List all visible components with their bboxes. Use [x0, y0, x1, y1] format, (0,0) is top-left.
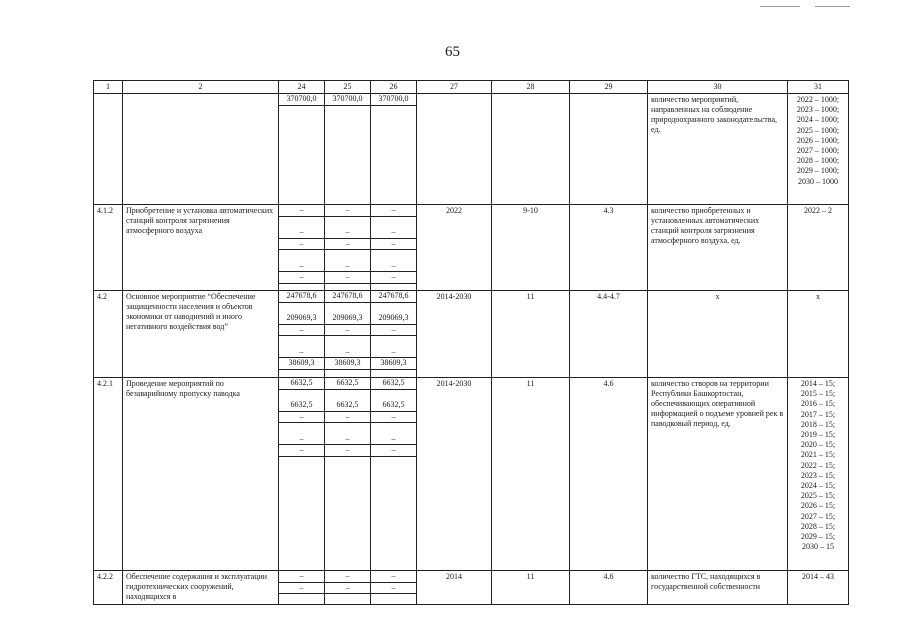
period: 2014: [417, 571, 492, 605]
value-entry: –: [325, 239, 370, 251]
value-entry: –: [279, 583, 324, 595]
value-entry: –: [371, 239, 416, 251]
target-values: [788, 378, 849, 571]
value-entry: –: [279, 325, 324, 337]
value-entry: –: [371, 571, 416, 583]
value-entry: –: [325, 583, 370, 595]
value-entry: –: [371, 227, 416, 239]
target-entry: 2030 – 1000: [798, 176, 838, 186]
value-entry: 247678,6: [279, 291, 324, 303]
table-row: [94, 205, 849, 291]
target-entry: 2029 – 1000;: [796, 166, 840, 176]
col24-values: [279, 378, 325, 571]
value-entry: –: [325, 261, 370, 273]
value-entry: –: [279, 571, 324, 583]
value-entry: –: [325, 347, 370, 359]
indicator-ref: 4.3: [570, 205, 648, 291]
target-entry: 2019 – 15;: [800, 430, 836, 440]
value-entry: –: [371, 272, 416, 284]
col26-values: [371, 205, 417, 291]
value-entry: –: [371, 445, 416, 457]
task-ref: [492, 94, 570, 205]
target-entry: 2015 – 15;: [800, 389, 836, 399]
target-entry: 2026 – 1000;: [796, 135, 840, 145]
col24-values: [279, 571, 325, 605]
target-entry: 2017 – 15;: [800, 409, 836, 419]
period: 2022: [417, 205, 492, 291]
row-name: Обеспечение содержания и эксплуатации гидротехнических сооружений, находящихся в: [123, 571, 279, 605]
header-row: [94, 81, 849, 94]
value-entry: 370700,0: [325, 94, 370, 106]
indicator-description: х: [648, 291, 788, 378]
value-entry: [371, 250, 416, 261]
period: [417, 94, 492, 205]
row-id: 4.2.1: [94, 378, 123, 571]
value-entry: [371, 390, 416, 401]
value-entry: 38609,3: [279, 358, 324, 370]
value-entry: –: [371, 583, 416, 595]
col24-values: [279, 291, 325, 378]
value-entry: [325, 303, 370, 314]
value-entry: [279, 336, 324, 347]
target-entry: 2025 – 15;: [800, 491, 836, 501]
table-row: [94, 291, 849, 378]
target-entry: 2024 – 15;: [800, 481, 836, 491]
value-entry: –: [371, 412, 416, 424]
target-entry: х: [816, 292, 820, 301]
value-entry: [371, 303, 416, 314]
target-entry: 2023 – 1000;: [796, 105, 840, 115]
row-name: Проведение мероприятий по безаварийному пропуску паводка: [123, 378, 279, 571]
top-scan-marks: [760, 6, 850, 8]
value-entry: [325, 217, 370, 228]
value-entry: 370700,0: [371, 94, 416, 106]
target-entry: 2029 – 15;: [800, 532, 836, 542]
value-entry: –: [325, 434, 370, 446]
value-entry: [279, 423, 324, 434]
target-entry: 2021 – 15;: [800, 450, 836, 460]
header-cell: 29: [570, 81, 648, 94]
col26-values: [371, 94, 417, 205]
header-cell: 26: [371, 81, 417, 94]
target-values: [788, 291, 849, 378]
value-entry: –: [371, 434, 416, 446]
header-cell: 25: [325, 81, 371, 94]
value-entry: 6632,5: [371, 400, 416, 412]
value-entry: [325, 423, 370, 434]
value-entry: –: [279, 347, 324, 359]
value-entry: –: [325, 571, 370, 583]
target-values: [788, 205, 849, 291]
header-cell: 31: [788, 81, 849, 94]
row-id: 4.2: [94, 291, 123, 378]
col26-values: [371, 378, 417, 571]
indicator-ref: 4.6: [570, 571, 648, 605]
target-entry: 2018 – 15;: [800, 419, 836, 429]
value-entry: –: [279, 261, 324, 273]
target-entry: 2023 – 15;: [800, 470, 836, 480]
value-entry: –: [325, 445, 370, 457]
value-entry: –: [279, 434, 324, 446]
row-name: [123, 94, 279, 205]
target-entry: 2022 – 2: [804, 206, 832, 215]
value-entry: –: [279, 227, 324, 239]
value-entry: 209069,3: [279, 313, 324, 325]
header-cell: 1: [94, 81, 123, 94]
period: 2014-2030: [417, 378, 492, 571]
value-entry: 370700,0: [279, 94, 324, 106]
value-entry: –: [371, 205, 416, 217]
col24-values: [279, 205, 325, 291]
target-values: [788, 571, 849, 605]
col24-values: [279, 94, 325, 205]
header-cell: 2: [123, 81, 279, 94]
header-cell: 24: [279, 81, 325, 94]
table-row: [94, 378, 849, 571]
value-entry: –: [325, 227, 370, 239]
target-entry: 2030 – 15: [802, 542, 834, 552]
col25-values: [325, 94, 371, 205]
value-entry: 6632,5: [325, 400, 370, 412]
value-entry: –: [371, 347, 416, 359]
table-row: [94, 571, 849, 605]
col25-values: [325, 205, 371, 291]
indicator-ref: [570, 94, 648, 205]
col25-values: [325, 571, 371, 605]
value-entry: [279, 390, 324, 401]
value-entry: [279, 217, 324, 228]
value-entry: –: [325, 205, 370, 217]
value-entry: [279, 250, 324, 261]
target-entry: 2024 – 1000;: [796, 115, 840, 125]
task-ref: 9-10: [492, 205, 570, 291]
indicator-description: количество мероприятий, направленных на соблюдение природоохранного законодательства, ед.: [648, 94, 788, 205]
value-entry: [325, 250, 370, 261]
value-entry: –: [325, 272, 370, 284]
target-entry: 2026 – 15;: [800, 501, 836, 511]
page-number: 65: [445, 44, 460, 60]
col26-values: [371, 571, 417, 605]
value-entry: –: [325, 412, 370, 424]
value-entry: 38609,3: [371, 358, 416, 370]
row-id: 4.2.2: [94, 571, 123, 605]
target-entry: 2028 – 1000;: [796, 156, 840, 166]
target-entry: 2022 – 15;: [800, 460, 836, 470]
value-entry: [371, 423, 416, 434]
col25-values: [325, 378, 371, 571]
task-ref: 11: [492, 291, 570, 378]
target-entry: 2025 – 1000;: [796, 125, 840, 135]
period: 2014-2030: [417, 291, 492, 378]
value-entry: 6632,5: [279, 400, 324, 412]
value-entry: 38609,3: [325, 358, 370, 370]
col26-values: [371, 291, 417, 378]
col25-values: [325, 291, 371, 378]
row-id: [94, 94, 123, 205]
row-name: Приобретение и установка автоматических станций контроля загрязнения атмосферного воздуха: [123, 205, 279, 291]
indicator-description: количество ГТС, находящихся в государственной собственности: [648, 571, 788, 605]
target-entry: 2020 – 15;: [800, 440, 836, 450]
indicator-description: количество приобретенных и установленных автоматических станций контроля загрязнения атмосферного воздуха, ед.: [648, 205, 788, 291]
value-entry: –: [279, 272, 324, 284]
indicator-ref: 4.4-4.7: [570, 291, 648, 378]
target-values: [788, 94, 849, 205]
value-entry: 209069,3: [371, 313, 416, 325]
value-entry: 209069,3: [325, 313, 370, 325]
value-entry: 247678,6: [371, 291, 416, 303]
program-table: [93, 80, 849, 605]
target-entry: 2014 – 15;: [800, 379, 836, 388]
value-entry: [325, 336, 370, 347]
row-id: 4.1.2: [94, 205, 123, 291]
value-entry: –: [279, 412, 324, 424]
indicator-ref: 4.6: [570, 378, 648, 571]
value-entry: [371, 217, 416, 228]
value-entry: [325, 390, 370, 401]
task-ref: 11: [492, 571, 570, 605]
target-entry: 2016 – 15;: [800, 399, 836, 409]
value-entry: –: [325, 325, 370, 337]
value-entry: [279, 303, 324, 314]
value-entry: 247678,6: [325, 291, 370, 303]
task-ref: 11: [492, 378, 570, 571]
target-entry: 2028 – 15;: [800, 521, 836, 531]
value-entry: –: [279, 445, 324, 457]
value-entry: –: [371, 325, 416, 337]
header-cell: 28: [492, 81, 570, 94]
value-entry: –: [279, 239, 324, 251]
table-row: [94, 94, 849, 205]
target-entry: 2014 – 43: [802, 572, 834, 581]
target-entry: 2027 – 15;: [800, 511, 836, 521]
target-entry: 2022 – 1000;: [796, 95, 840, 104]
row-name: Основное мероприятие “Обеспечение защищенности населения и объектов экономики от наводнений и иного негативного воздействия вод”: [123, 291, 279, 378]
header-cell: 30: [648, 81, 788, 94]
value-entry: [371, 336, 416, 347]
header-cell: 27: [417, 81, 492, 94]
value-entry: 6632,5: [371, 378, 416, 390]
value-entry: –: [279, 205, 324, 217]
value-entry: 6632,5: [279, 378, 324, 390]
value-entry: –: [371, 261, 416, 273]
target-entry: 2027 – 1000;: [796, 146, 840, 156]
value-entry: 6632,5: [325, 378, 370, 390]
indicator-description: количество створов на территории Республики Башкортостан, обеспечивающих оперативной информацией о подъеме уровней рек в паводковый период, ед.: [648, 378, 788, 571]
